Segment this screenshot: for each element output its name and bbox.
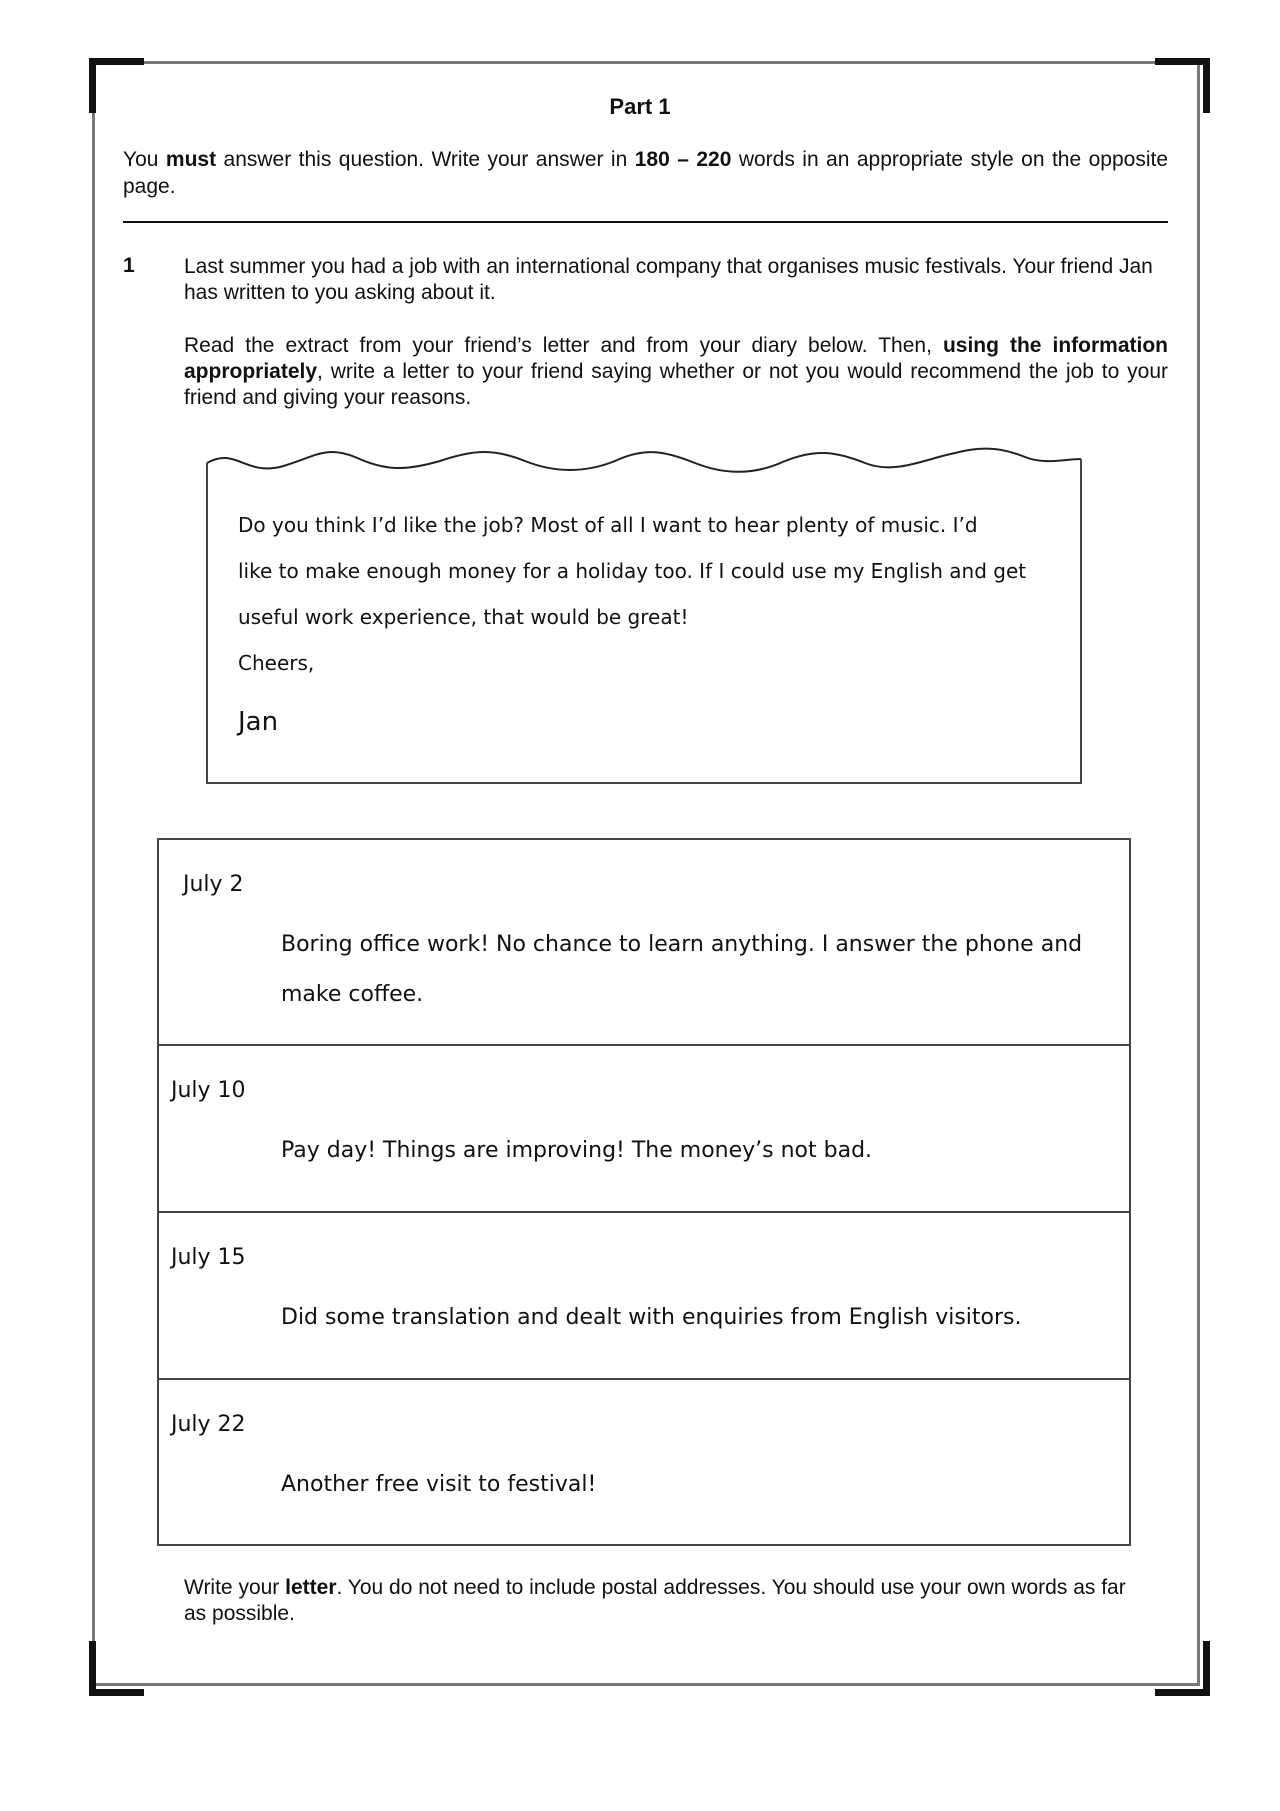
closing-instruction: Write your letter. You do not need to include postal addresses. You should use your own words as far as possible. xyxy=(184,1576,1126,1625)
letter-emphasis: letter xyxy=(285,1576,337,1599)
diary-date: July 2 xyxy=(183,872,244,897)
diary-entry xyxy=(159,1211,1129,1378)
letter-extract xyxy=(205,445,1083,785)
diary-text: Pay day! Things are improving! The money’s not bad. xyxy=(281,1138,873,1163)
instructions: You must answer this question. Write your answer in 180 – 220 words in an appropriate style on the opposite page. xyxy=(123,148,1168,198)
letter-line: Do you think I’d like the job? Most of all I want to hear plenty of music. I’d xyxy=(238,513,978,537)
diary-date: July 10 xyxy=(171,1078,246,1103)
letter-line: Cheers, xyxy=(238,651,315,675)
question-task: Read the extract from your friend’s letter and from your diary below. Then, using the information appropriately, write a letter to your friend saying whether or not you would recommend the job to your friend and giving your reasons. xyxy=(184,334,1169,409)
diary xyxy=(157,838,1131,1546)
question-intro: Last summer you had a job with an international company that organises music festivals. Your friend Jan has written to you asking about it. xyxy=(184,255,1153,304)
diary-text: Another free visit to festival! xyxy=(281,1472,597,1497)
diary-text: Did some translation and dealt with enquiries from English visitors. xyxy=(281,1305,1022,1330)
diary-text: Boring office work! No chance to learn anything. I answer the phone and make coffee. xyxy=(281,932,1083,1007)
task-emphasis: using the information appropriately xyxy=(184,334,1169,383)
letter-signature: Jan xyxy=(238,707,279,737)
diary-date: July 22 xyxy=(171,1412,246,1437)
diary-entry xyxy=(159,1378,1129,1544)
part-title: Part 1 xyxy=(609,94,671,119)
letter-line: like to make enough money for a holiday too. If I could use my English and get xyxy=(238,559,1027,583)
divider xyxy=(123,221,1168,223)
frame-corner-bottom-right xyxy=(1155,1641,1210,1696)
word-count: 180 – 220 xyxy=(634,148,732,171)
must-emphasis: must xyxy=(165,148,217,171)
frame-corner-bottom-left xyxy=(89,1641,144,1696)
diary-entry xyxy=(159,840,1129,1044)
letter-line: useful work experience, that would be great! xyxy=(238,605,689,629)
diary-date: July 15 xyxy=(171,1245,246,1270)
diary-entry xyxy=(159,1044,1129,1211)
letter-body xyxy=(238,502,1053,686)
question-number: 1 xyxy=(123,254,135,277)
